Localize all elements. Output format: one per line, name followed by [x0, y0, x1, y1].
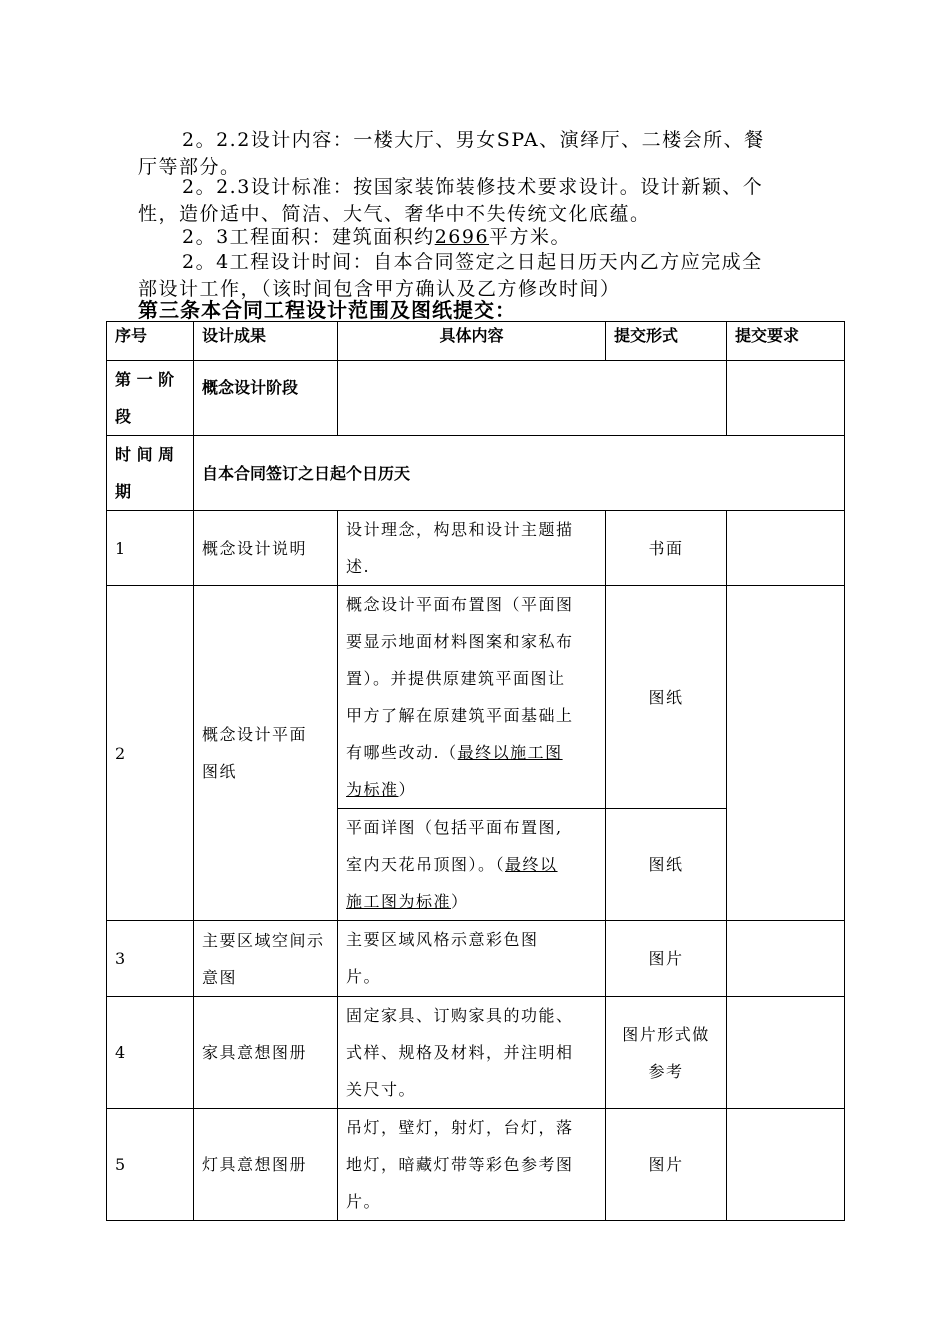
content-underlined: 最终以施工图	[457, 743, 563, 762]
row-no: 4	[107, 997, 194, 1109]
paragraph-line: 2。2.3设计标准：按国家装饰装修技术要求设计。设计新颖、个	[182, 176, 764, 198]
table-header-row	[107, 322, 845, 361]
row-no: 3	[107, 921, 194, 997]
paragraph-line: 部设计工作，（该时间包含甲方确认及乙方修改时间）	[138, 278, 621, 300]
area-prefix: 2。3工程面积：建筑面积约	[182, 226, 435, 248]
paragraph-design-standard	[138, 174, 818, 228]
paragraph-design-content	[138, 127, 818, 181]
period-value-cell: 自本合同签订之日起个日历天	[194, 436, 845, 511]
content-text: ）	[451, 892, 469, 911]
stage-label-line: 第 一 阶	[115, 370, 175, 389]
row-no: 2	[107, 586, 194, 921]
header-content: 具体内容	[338, 322, 606, 361]
row-result: 概念设计说明	[194, 511, 338, 586]
design-scope-table	[106, 321, 845, 1221]
paragraph-line: 2。4工程设计时间：自本合同签定之日起日历天内乙方应完成全	[182, 251, 763, 273]
content-line: 固定家具、订购家具的功能、	[346, 1006, 574, 1025]
content-line	[346, 883, 597, 920]
content-line	[346, 846, 597, 883]
paragraph-line: 厅等部分。	[138, 156, 241, 178]
header-no: 序号	[107, 322, 194, 361]
stage-label-line: 段	[115, 407, 132, 426]
content-line: 平面详图（包括平面布置图,	[346, 818, 563, 837]
content-line: 片。	[346, 967, 382, 986]
content-underlined: 施工图为标准	[346, 892, 452, 911]
content-underlined: 最终以	[505, 855, 558, 874]
stage-empty-cell	[338, 361, 727, 436]
paragraph-design-time	[138, 249, 818, 303]
area-suffix: 平方米。	[489, 226, 572, 248]
table-row-period	[107, 436, 845, 511]
result-line: 图纸	[202, 762, 238, 781]
table-row	[107, 511, 845, 586]
row-content	[338, 921, 606, 997]
table-row	[107, 586, 845, 809]
content-text: ）	[398, 780, 417, 799]
row-result	[194, 586, 338, 921]
row-requirement	[727, 511, 845, 586]
row-content	[338, 809, 606, 921]
section-heading: 第三条本合同工程设计范围及图纸提交：	[138, 298, 516, 322]
content-line: 式样、规格及材料，并注明相	[346, 1043, 574, 1062]
stage-requirement-cell	[727, 361, 845, 436]
period-label-cell	[107, 436, 194, 511]
header-result: 设计成果	[194, 322, 338, 361]
content-line: 甲方了解在原建筑平面基础上	[346, 706, 574, 725]
area-value: 2696	[434, 226, 490, 248]
content-line: 片。	[346, 1192, 382, 1211]
content-line	[346, 734, 597, 771]
content-text: 有哪些改动.（	[346, 743, 458, 762]
content-text: 室内天花吊顶图）。（	[346, 855, 506, 874]
content-line: 述.	[346, 557, 371, 576]
result-line: 意图	[202, 967, 238, 987]
row-result: 家具意想图册	[194, 997, 338, 1109]
header-requirement: 提交要求	[727, 322, 845, 361]
content-underlined: 为标准	[346, 780, 399, 799]
content-line: 吊灯，壁灯，射灯，台灯，落	[346, 1118, 574, 1137]
content-line: 主要区域风格示意彩色图	[346, 930, 539, 949]
content-line: 要显示地面材料图案和家私布	[346, 632, 574, 651]
content-line: 关尺寸。	[346, 1080, 417, 1099]
stage-name-cell: 概念设计阶段	[194, 361, 338, 436]
row-requirement	[727, 997, 845, 1109]
table-row	[107, 921, 845, 997]
row-requirement	[727, 921, 845, 997]
content-line: 概念设计平面布置图（平面图	[346, 595, 574, 614]
row-no: 1	[107, 511, 194, 586]
result-line: 概念设计平面	[202, 725, 308, 744]
row-content	[338, 511, 606, 586]
row-form: 图片	[606, 921, 727, 997]
table-row	[107, 1109, 845, 1221]
row-no: 5	[107, 1109, 194, 1221]
paragraph-project-area	[138, 224, 862, 251]
content-line	[346, 771, 597, 808]
period-label-line: 期	[115, 482, 132, 501]
header-form: 提交形式	[606, 322, 727, 361]
row-requirement	[727, 1109, 845, 1221]
row-content	[338, 586, 606, 809]
table-row	[107, 997, 845, 1109]
row-form: 图纸	[606, 586, 727, 809]
row-requirement	[727, 586, 845, 921]
result-line: 主要区域空间示	[202, 930, 325, 950]
content-line: 设计理念，构思和设计主题描	[346, 520, 574, 539]
form-line: 图片形式做	[622, 1024, 710, 1044]
row-form: 图片	[606, 1109, 727, 1221]
row-form: 书面	[606, 511, 727, 586]
content-line: 置）。并提供原建筑平面图让	[346, 669, 566, 688]
stage-label-cell	[107, 361, 194, 436]
row-form	[606, 997, 727, 1109]
paragraph-line: 性，造价适中、简洁、大气、奢华中不失传统文化底蕴。	[138, 203, 651, 225]
paragraph-line: 2。2.2设计内容：一楼大厅、男女SPA、演绎厅、二楼会所、餐	[182, 129, 765, 151]
content-line: 地灯，暗藏灯带等彩色参考图	[346, 1155, 574, 1174]
row-content	[338, 1109, 606, 1221]
row-form: 图纸	[606, 809, 727, 921]
form-line: 参考	[648, 1061, 684, 1081]
row-result: 灯具意想图册	[194, 1109, 338, 1221]
table-row-stage	[107, 361, 845, 436]
row-content	[338, 997, 606, 1109]
row-result	[194, 921, 338, 997]
period-label-line: 时 间 周	[115, 445, 175, 464]
